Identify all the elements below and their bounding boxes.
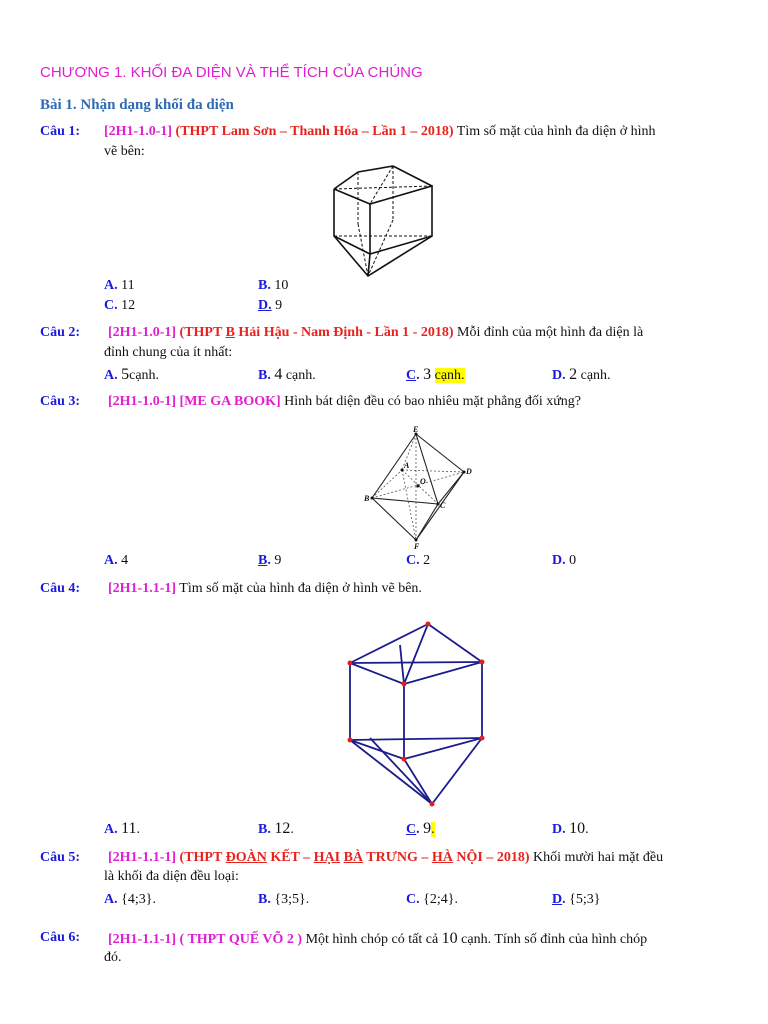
question-5-label: Câu 5:: [40, 850, 81, 865]
option-b[interactable]: B. {3;5}.: [258, 892, 310, 907]
question-6-text: [108, 930, 647, 948]
question-2-label: Câu 2:: [40, 325, 81, 340]
question-source: ( THPT QUẾ VÕ 2 ): [179, 932, 303, 947]
option-b[interactable]: B. 10: [258, 278, 289, 293]
figure-polyhedron-1: [328, 158, 440, 286]
option-c[interactable]: C. {2;4}.: [406, 892, 458, 907]
question-source: (THPT B Hải Hậu - Nam Định - Lần 1 - 2018): [179, 325, 454, 340]
option-c[interactable]: C. 12: [104, 298, 136, 313]
option-a[interactable]: A. 11.: [104, 820, 141, 837]
question-text: Tìm số mặt của hình đa diện ở hình vẽ bên.: [179, 581, 422, 596]
chapter-title: CHƯƠNG 1. KHỐI ĐA DIỆN VÀ THỂ TÍCH CỦA CHÚNG: [40, 64, 423, 81]
question-tag: [2H1-1.0-1]: [104, 124, 173, 139]
vertex-label-a: A: [404, 461, 410, 470]
question-tag: [2H1-1.1-1]: [108, 932, 177, 947]
vertex-label-d: D: [466, 467, 472, 476]
question-tag: [2H1-1.0-1]: [108, 325, 177, 340]
option-c[interactable]: C. 2: [406, 553, 431, 568]
vertex-label-o: O: [420, 477, 426, 486]
question-text: Khối mười hai mặt đều: [533, 850, 664, 865]
question-5-text: [108, 850, 663, 866]
option-d[interactable]: D. 9: [258, 298, 283, 313]
question-source: [ME GA BOOK]: [179, 394, 281, 409]
question-text-tail: cạnh. Tính số đỉnh của hình chóp: [461, 932, 648, 947]
option-d[interactable]: D. {5;3}: [552, 892, 601, 907]
question-1-text-cont: vẽ bên:: [104, 144, 145, 159]
option-b[interactable]: B. 12.: [258, 820, 294, 837]
option-b[interactable]: B. 9: [258, 553, 282, 568]
question-source: (THPT ĐOÀN KẾT – HẠI BÀ TRƯNG – HÀ NỘI – 2018): [179, 850, 530, 865]
question-1-line1: [40, 124, 80, 140]
vertex-label-c: C: [440, 501, 446, 510]
question-6-text-cont: đó.: [104, 950, 122, 965]
option-d[interactable]: D. 10.: [552, 820, 589, 837]
question-4-label: Câu 4:: [40, 581, 81, 596]
option-d[interactable]: D. 2 cạnh.: [552, 366, 611, 383]
question-text: Mỗi đỉnh của một hình đa diện là: [457, 325, 644, 340]
question-2-text-cont: đỉnh chung của ít nhất:: [104, 345, 233, 360]
option-a[interactable]: A. 4: [104, 553, 129, 568]
option-a[interactable]: A. {4;3}.: [104, 892, 156, 907]
vertex-label-e: E: [413, 425, 419, 434]
question-4-text: [108, 581, 422, 597]
figure-polyhedron-2: [340, 616, 490, 810]
question-tag: [2H1-1.1-1]: [108, 581, 177, 596]
question-text: Tìm số mặt của hình đa diện ở hình: [456, 124, 656, 139]
option-c[interactable]: C. 3 cạnh.: [406, 366, 465, 383]
question-tag: [2H1-1.0-1]: [108, 394, 177, 409]
lesson-title: Bài 1. Nhận dạng khối đa diện: [40, 97, 234, 113]
question-number: 10: [441, 930, 458, 947]
question-text: Hình bát diện đều có bao nhiêu mặt phẳng đối xứng?: [284, 394, 582, 409]
question-6-label: Câu 6:: [40, 930, 81, 945]
question-1-text: [104, 124, 655, 140]
question-tag: [2H1-1.1-1]: [108, 850, 177, 865]
question-5-text-cont: là khối đa diện đều loại:: [104, 869, 239, 884]
question-text: Một hình chóp có tất cả: [305, 932, 439, 947]
vertex-label-f: F: [414, 542, 420, 551]
question-label: Câu 1:: [40, 124, 81, 139]
question-3-label: Câu 3:: [40, 394, 81, 409]
question-2-text: [108, 325, 643, 341]
question-source: (THPT Lam Sơn – Thanh Hóa – Lần 1 – 2018): [175, 124, 454, 139]
question-3-text: [108, 394, 581, 410]
option-a[interactable]: A. 5cạnh.: [104, 366, 160, 383]
option-d[interactable]: D. 0: [552, 553, 577, 568]
vertex-label-b: B: [364, 494, 370, 503]
option-b[interactable]: B. 4 cạnh.: [258, 366, 316, 383]
figure-octahedron: [360, 424, 480, 552]
option-a[interactable]: A. 11: [104, 278, 135, 293]
option-c[interactable]: C. 9.: [406, 820, 435, 837]
